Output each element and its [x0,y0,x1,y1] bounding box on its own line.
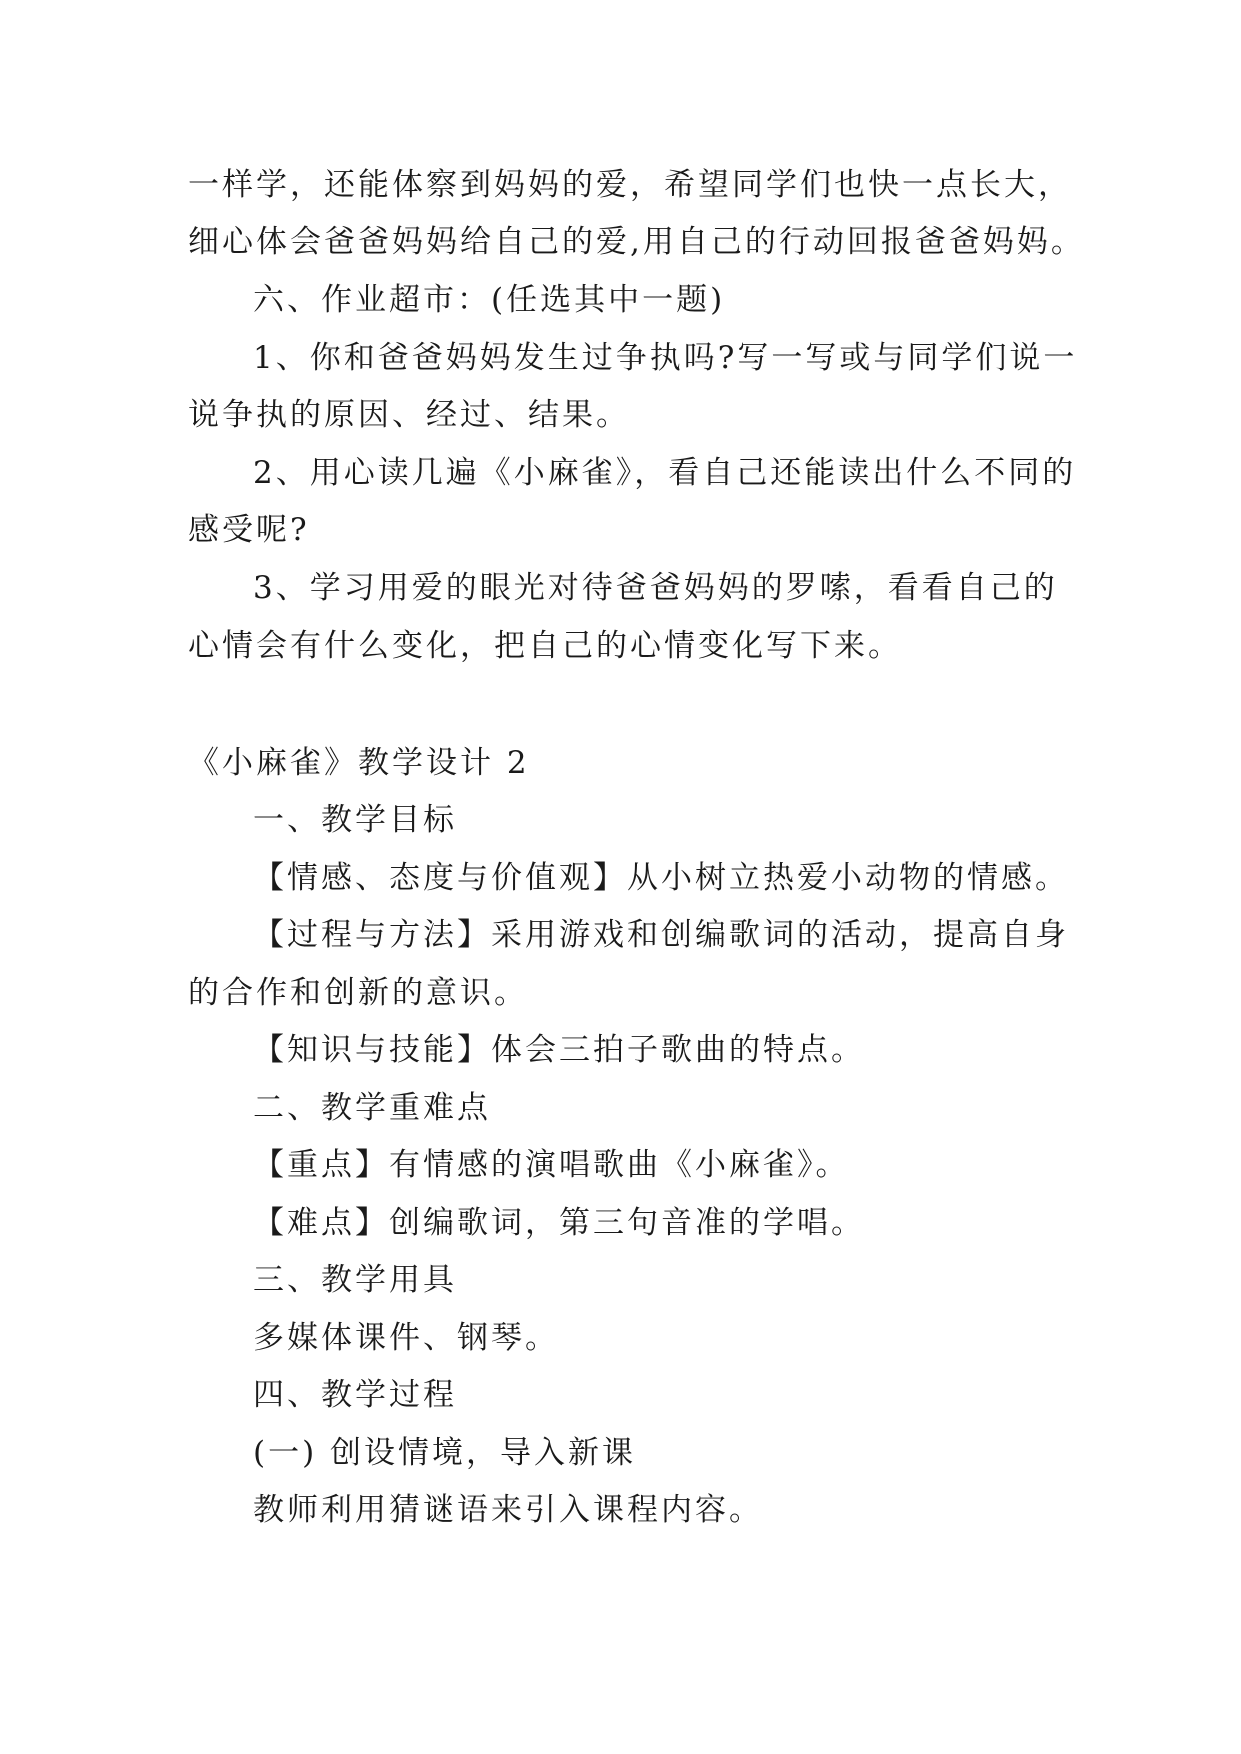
paragraph-line: 【难点】创编歌词，第三句音准的学唱。 [253,1205,865,1241]
paragraph-line: 多媒体课件、钢琴。 [253,1320,559,1356]
paragraph-line: 【知识与技能】体会三拍子歌曲的特点。 [253,1032,865,1068]
list-item-continuation: 感受呢? [188,512,310,548]
section-heading: 六、作业超市：(任选其中一题) [253,282,726,318]
list-item-continuation: 说争执的原因、经过、结果。 [188,397,630,433]
list-item-continuation: 心情会有什么变化，把自己的心情变化写下来。 [188,628,902,664]
paragraph-line: 的合作和创新的意识。 [188,975,528,1011]
paragraph-line: 【情感、态度与价值观】从小树立热爱小动物的情感。 [253,860,1069,896]
document-title: 《小麻雀》教学设计 2 [188,745,530,781]
list-item: 2、用心读几遍《小麻雀》，看自己还能读出什么不同的 [253,455,1077,491]
paragraph-line: 【过程与方法】采用游戏和创编歌词的活动，提高自身 [253,917,1069,953]
paragraph-line: 教师利用猜谜语来引入课程内容。 [253,1492,763,1528]
paragraph-line: 细心体会爸爸妈妈给自己的爱,用自己的行动回报爸爸妈妈。 [188,224,1085,260]
section-heading: 四、教学过程 [253,1377,457,1413]
section-heading: 三、教学用具 [253,1262,457,1298]
section-heading: 二、教学重难点 [253,1090,491,1126]
paragraph-line: 一样学，还能体察到妈妈的爱，希望同学们也快一点长大， [188,167,1072,203]
paragraph-line: 【重点】有情感的演唱歌曲《小麻雀》。 [253,1147,850,1183]
section-heading: 一、教学目标 [253,802,457,838]
list-item: 1、你和爸爸妈妈发生过争执吗?写一写或与同学们说一 [253,340,1078,376]
list-item: 3、学习用爱的眼光对待爸爸妈妈的罗嗦，看看自己的 [253,570,1058,606]
subsection-heading: (一) 创设情境，导入新课 [253,1435,637,1471]
